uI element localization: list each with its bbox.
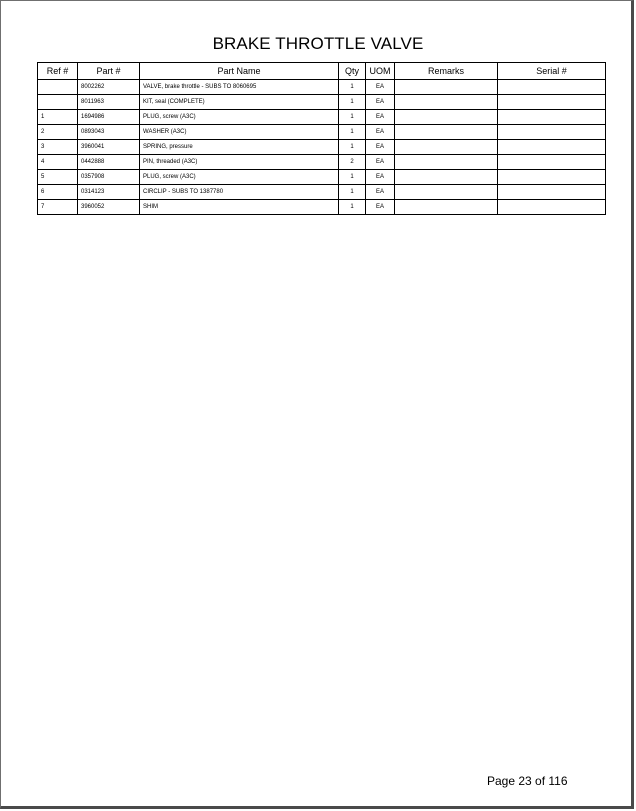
cell-part-name: PIN, threaded (A3C) [140,155,339,170]
cell-remarks [395,185,498,200]
cell-qty: 1 [339,200,366,215]
cell-ref: 6 [38,185,78,200]
cell-ref: 3 [38,140,78,155]
page-number: Page 23 of 116 [487,774,568,788]
table-row [38,155,606,170]
cell-remarks [395,140,498,155]
cell-part-name: CIRCLIP - SUBS TO 1387780 [140,185,339,200]
cell-remarks [395,110,498,125]
header-ref: Ref # [38,63,78,80]
parts-table [37,62,606,215]
cell-part: 0314123 [78,185,140,200]
cell-ref: 2 [38,125,78,140]
cell-uom: EA [366,95,395,110]
table-row [38,185,606,200]
table-header-row [38,63,606,80]
cell-part-name: WASHER (A3C) [140,125,339,140]
cell-uom: EA [366,140,395,155]
header-qty: Qty [339,63,366,80]
cell-uom: EA [366,185,395,200]
cell-uom: EA [366,155,395,170]
cell-qty: 1 [339,80,366,95]
cell-serial [498,95,606,110]
cell-serial [498,110,606,125]
table-row [38,125,606,140]
cell-uom: EA [366,200,395,215]
cell-part: 1694986 [78,110,140,125]
cell-qty: 1 [339,170,366,185]
cell-part: 3960041 [78,140,140,155]
cell-part: 8011963 [78,95,140,110]
cell-part: 0442888 [78,155,140,170]
cell-remarks [395,155,498,170]
cell-qty: 1 [339,110,366,125]
table-row [38,110,606,125]
cell-ref: 4 [38,155,78,170]
cell-ref [38,80,78,95]
cell-remarks [395,200,498,215]
cell-remarks [395,80,498,95]
cell-part-name: SPRING, pressure [140,140,339,155]
cell-serial [498,200,606,215]
cell-serial [498,185,606,200]
header-serial: Serial # [498,63,606,80]
cell-ref: 5 [38,170,78,185]
cell-qty: 2 [339,155,366,170]
cell-part-name: KIT, seal (COMPLETE) [140,95,339,110]
cell-qty: 1 [339,95,366,110]
cell-ref: 1 [38,110,78,125]
cell-remarks [395,95,498,110]
cell-uom: EA [366,125,395,140]
cell-part: 0893043 [78,125,140,140]
cell-qty: 1 [339,140,366,155]
cell-serial [498,125,606,140]
cell-part-name: PLUG, screw (A3C) [140,170,339,185]
cell-ref: 7 [38,200,78,215]
cell-remarks [395,170,498,185]
cell-part-name: SHIM [140,200,339,215]
page-title: BRAKE THROTTLE VALVE [212,34,424,53]
cell-remarks [395,125,498,140]
cell-uom: EA [366,110,395,125]
header-part: Part # [78,63,140,80]
header-uom: UOM [366,63,395,80]
cell-part-name: PLUG, screw (A3C) [140,110,339,125]
cell-serial [498,155,606,170]
cell-part: 0357908 [78,170,140,185]
cell-serial [498,170,606,185]
cell-serial [498,140,606,155]
header-remarks: Remarks [395,63,498,80]
table-row [38,170,606,185]
cell-part: 8002262 [78,80,140,95]
cell-part: 3960052 [78,200,140,215]
table-row [38,80,606,95]
table-row [38,95,606,110]
table-row [38,200,606,215]
header-part-name: Part Name [140,63,339,80]
table-row [38,140,606,155]
cell-uom: EA [366,80,395,95]
cell-uom: EA [366,170,395,185]
cell-ref [38,95,78,110]
cell-qty: 1 [339,125,366,140]
cell-part-name: VALVE, brake throttle - SUBS TO 8060695 [140,80,339,95]
cell-qty: 1 [339,185,366,200]
cell-serial [498,80,606,95]
